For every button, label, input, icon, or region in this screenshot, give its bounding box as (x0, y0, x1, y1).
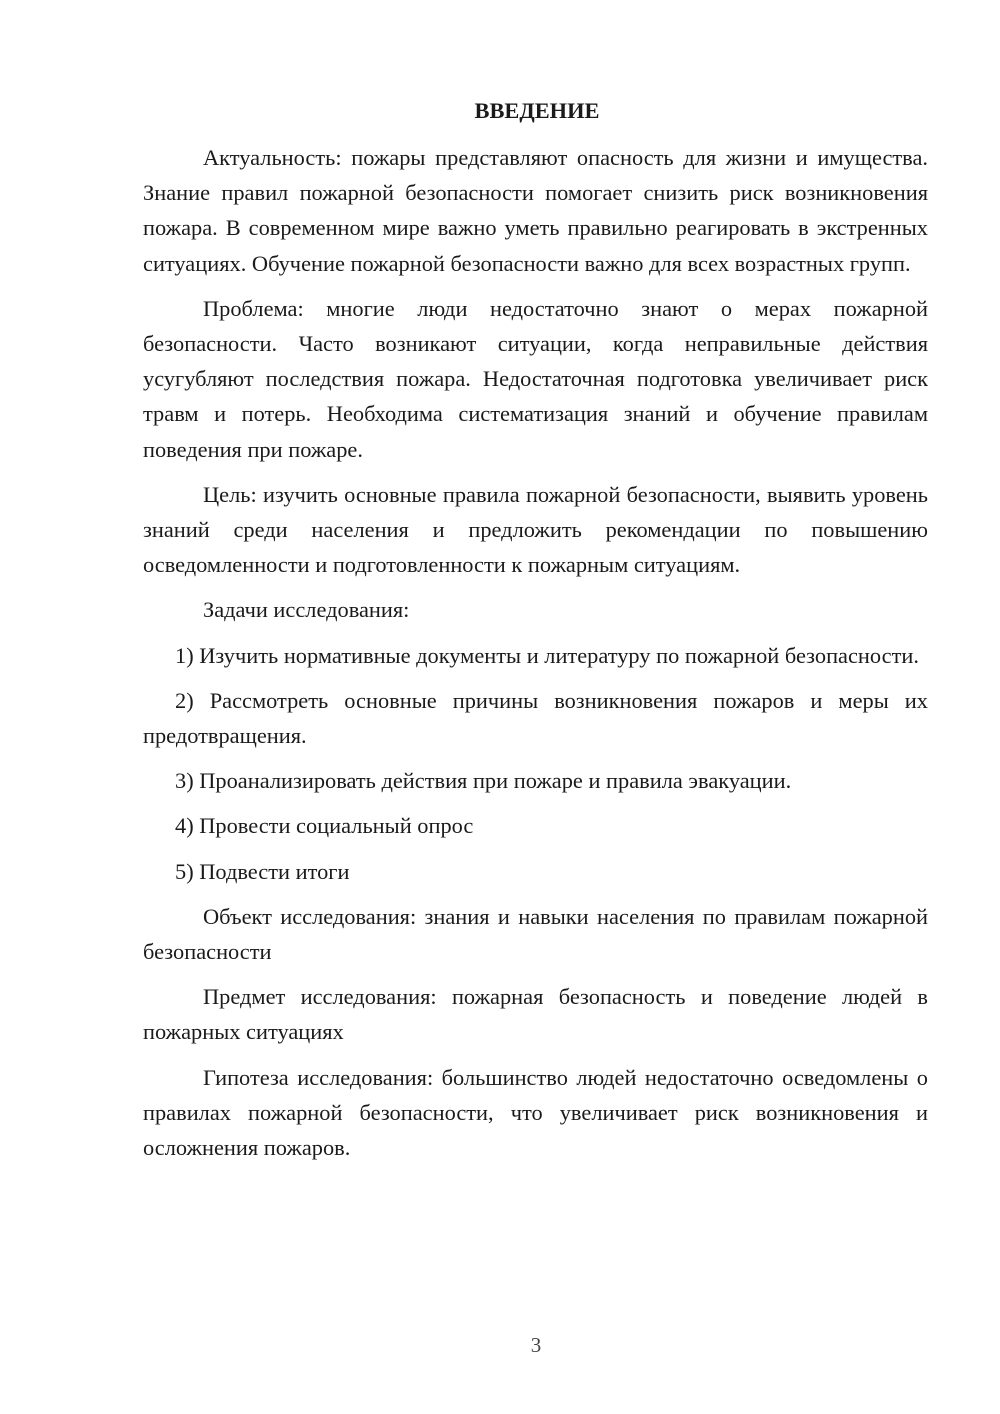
task-item: 4) Провести социальный опрос (175, 813, 474, 839)
hypothesis-paragraph: Гипотеза исследования: большинство людей недостаточно осведомлены о правилах пожарной безопасности, что увеличивает риск возникновения и осложнения пожаров. (143, 1064, 928, 1161)
relevance-paragraph: Актуальность: пожары представляют опасность для жизни и имущества. Знание правил пожарной безопасности помогает снизить риск возникновения пожара. В современном мире важно уметь правильно реагировать в экстренных ситуациях. Обучение пожарной безопасности важно для всех возрастных групп. (143, 145, 928, 276)
page-number: 3 (530, 1333, 542, 1357)
task-item: 3) Проанализировать действия при пожаре и правила эвакуации. (175, 768, 792, 794)
subject-paragraph: Предмет исследования: пожарная безопасность и поведение людей в пожарных ситуациях (143, 984, 928, 1045)
tasks-heading: Задачи исследования: (203, 597, 410, 623)
task-item: 2) Рассмотреть основные причины возникновения пожаров и меры их предотвращения. (143, 687, 928, 749)
problem-paragraph: Проблема: многие люди недостаточно знают о мерах пожарной безопасности. Часто возникают ситуации, когда неправильные действия усугубляют последствия пожара. Недостаточная подготовка увеличивает риск травм и потерь. Необходима систематизация знаний и обучение правилам поведения при пожаре. (143, 295, 928, 462)
goal-paragraph: Цель: изучить основные правила пожарной безопасности, выявить уровень знаний среди населения и предложить рекомендации по повышению осведомленности и подготовленности к пожарным ситуациям. (143, 481, 928, 578)
task-item: 1) Изучить нормативные документы и литературу по пожарной безопасности. (175, 642, 919, 668)
task-item: 5) Подвести итоги (175, 858, 350, 884)
page-title: ВВЕДЕНИЕ (474, 98, 600, 123)
object-paragraph: Объект исследования: знания и навыки населения по правилам пожарной безопасности (143, 903, 928, 965)
document-page (143, 92, 928, 1175)
